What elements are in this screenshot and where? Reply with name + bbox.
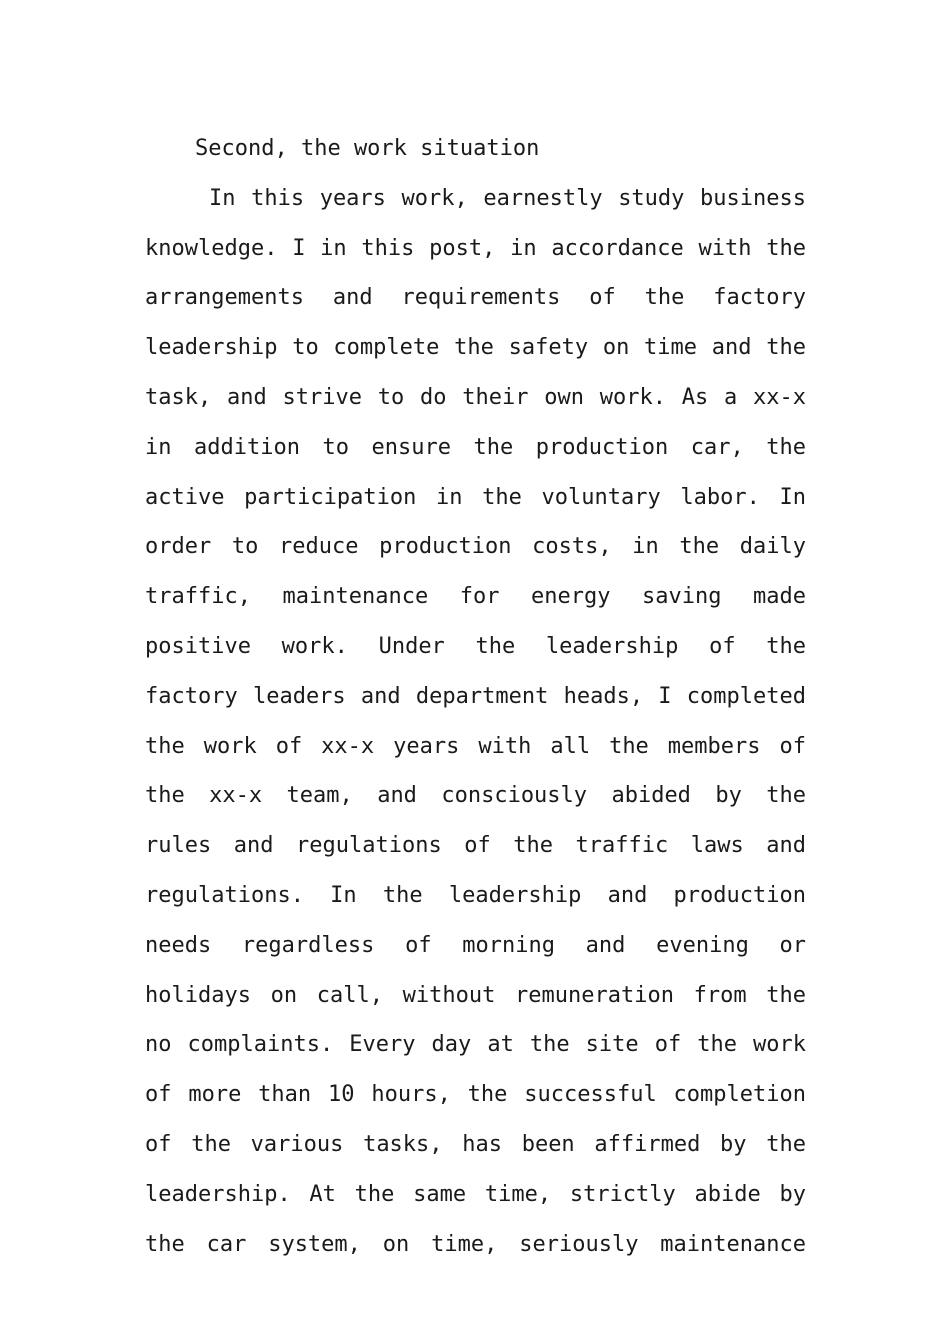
body-paragraph: In this years work, earnestly study business knowledge. I in this post, in accordance with the arrangements and requirements of the factory leadership to complete the safety on time and the task, and strive to do their own work. As a xx-x in addition to ensure the production car, the active participation in the voluntary labor. In order to reduce production costs, in the daily traffic, maintenance for energy saving made positive work. Under the leadership of the factory leaders and department heads, I completed the work of xx-x years with all the members of the xx-x team, and consciously abided by the rules and regulations of the traffic laws and regulations. In the leadership and production needs regardless of morning and evening or holidays on call, without remuneration from the no complaints. Every day at the site of the work of more than 10 hours, the successful completion of the various tasks, has been affirmed by the leadership. At the same time, strictly abide by the car system, on time, seriously maintenance <box>145 185 806 1257</box>
document-body <box>145 124 806 1269</box>
section-heading: Second, the work situation <box>195 136 540 161</box>
